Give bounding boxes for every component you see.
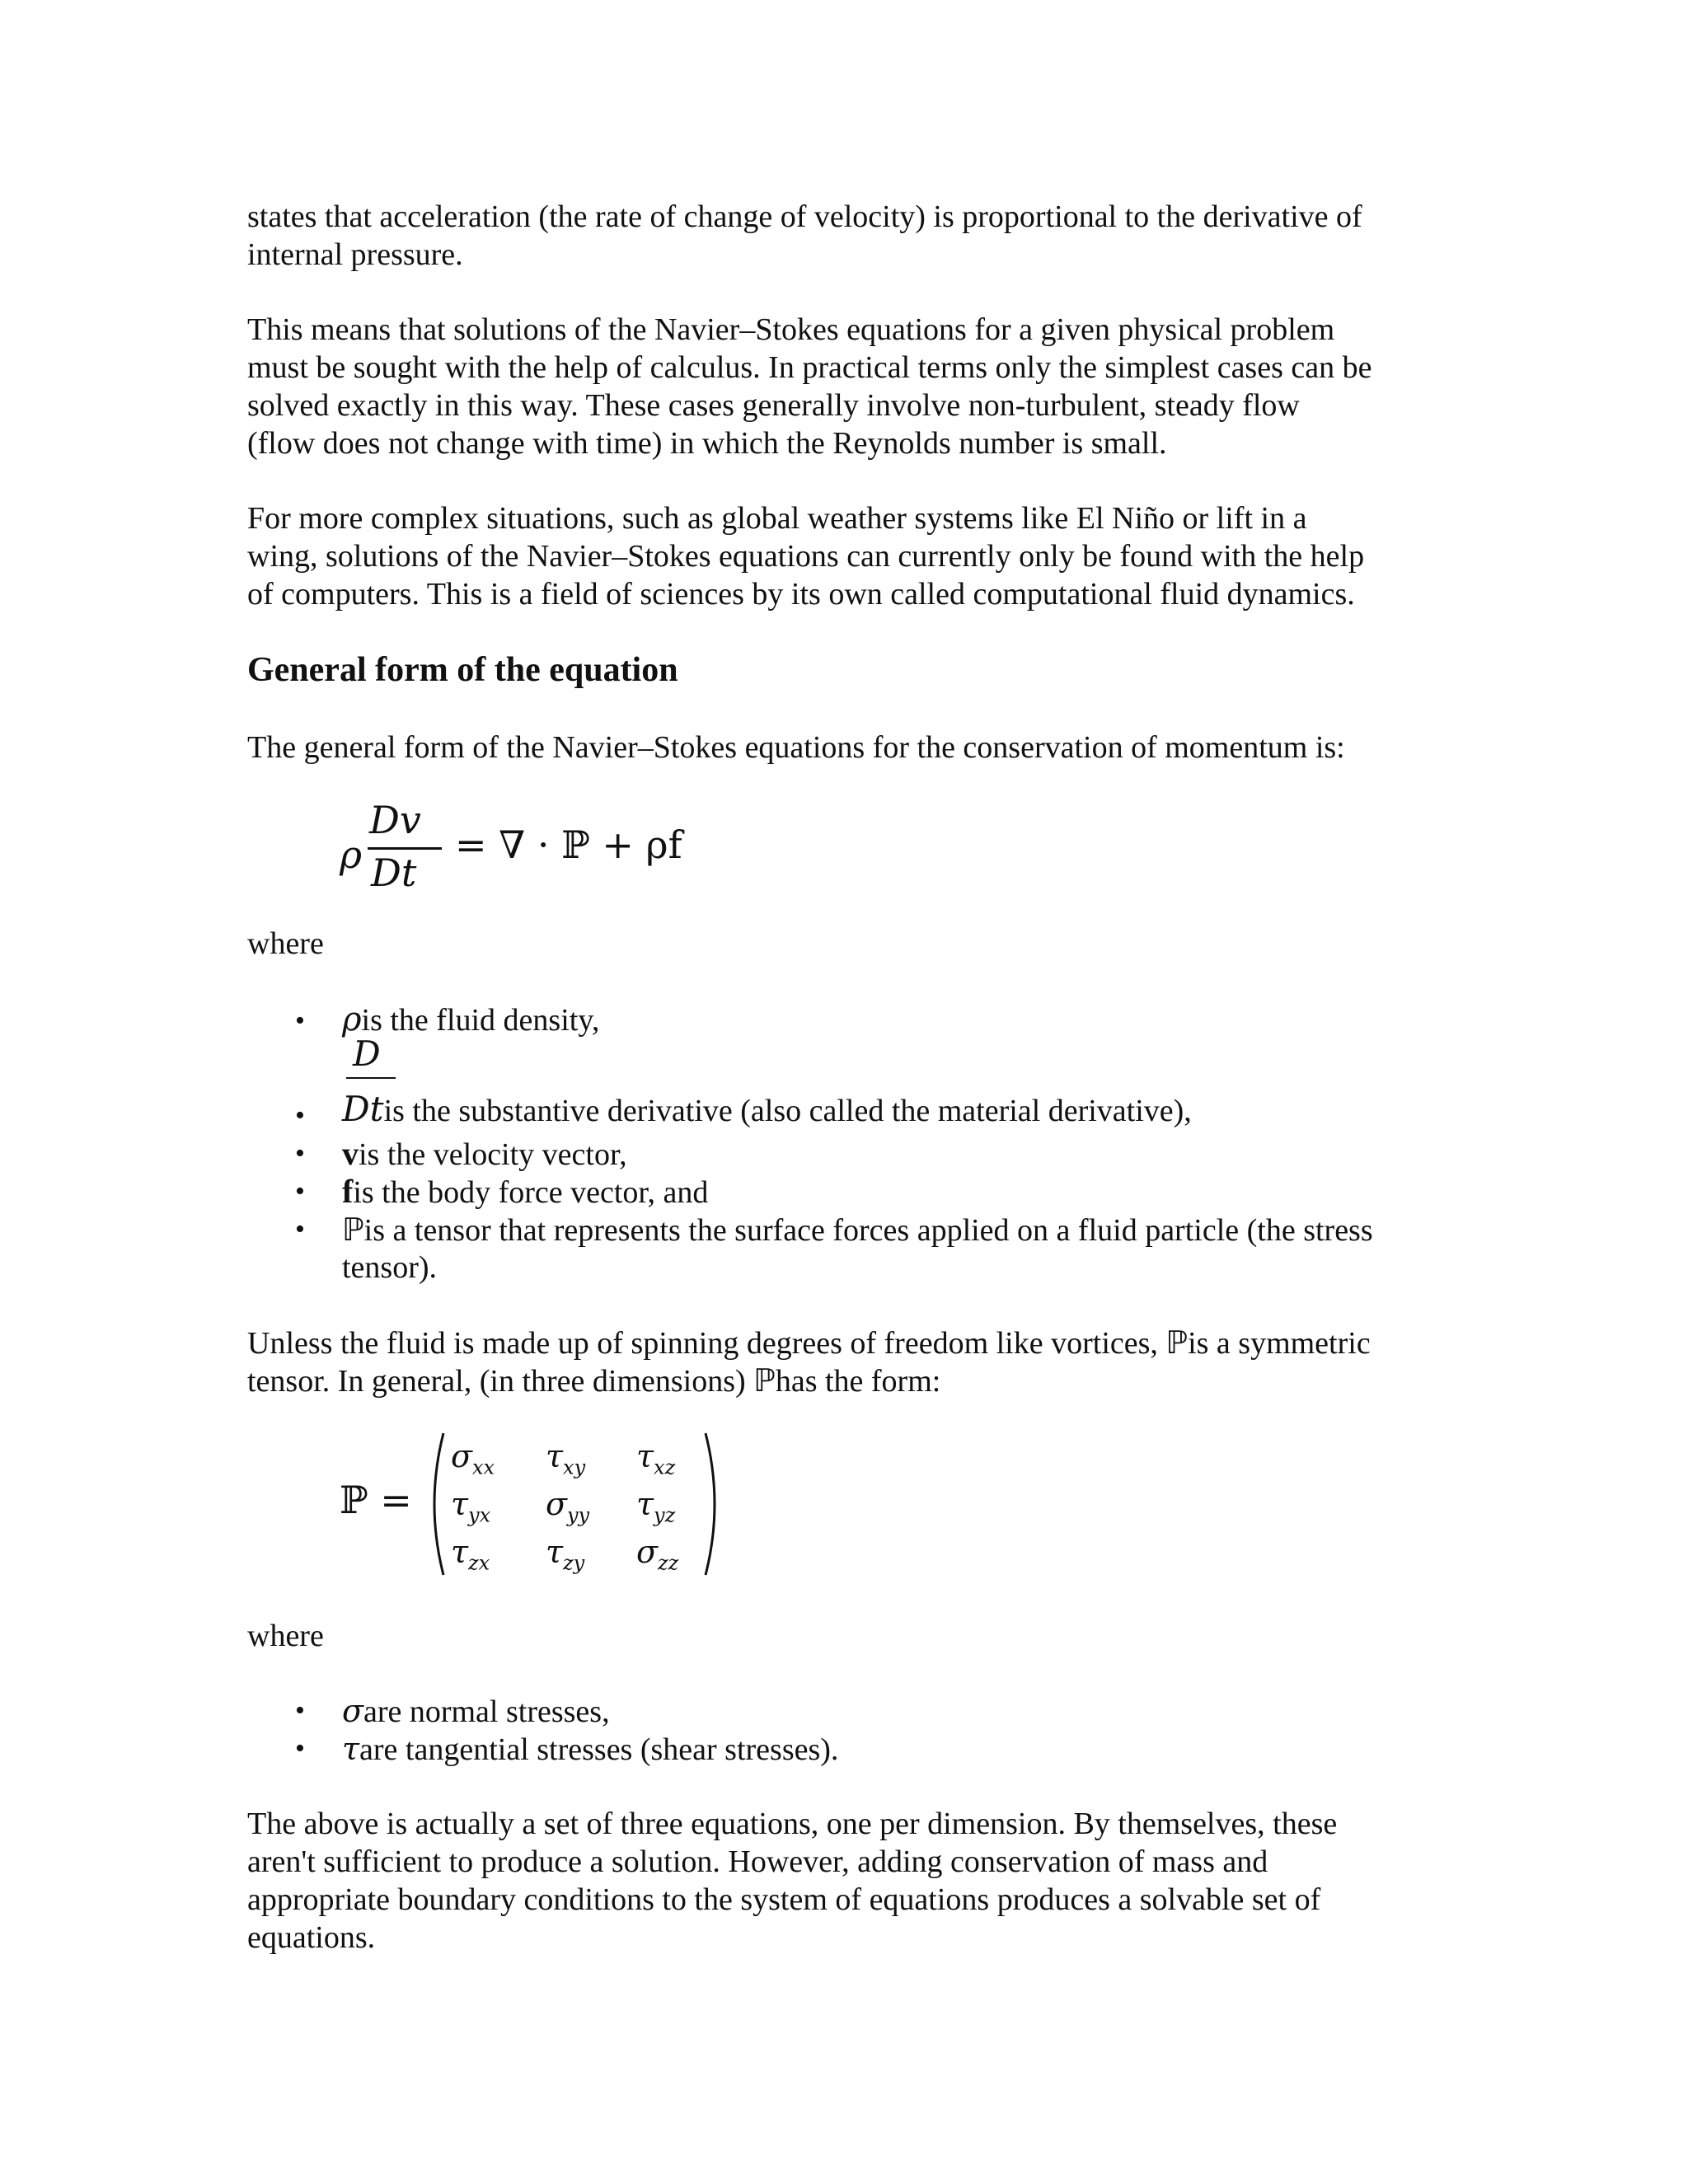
- eq-rho: ρ: [340, 832, 363, 877]
- bullet: •: [295, 1005, 305, 1036]
- matrix-cell: $\tau_{yx}$: [451, 1486, 491, 1527]
- eq-rhs: = ∇ · ℙ + ρf: [455, 823, 682, 867]
- matrix-cell: $\sigma_{yy}$: [546, 1486, 590, 1527]
- list1-item-3: [342, 1135, 1455, 1174]
- paragraph-4-line-2: [247, 1361, 1451, 1400]
- bullet: •: [295, 1138, 305, 1169]
- sigma-symbol: σ: [342, 1693, 363, 1729]
- list1-item-5: [342, 1211, 1455, 1249]
- paragraph-3-line-3: of computers. This is a field of sciences by its own called computational fluid dynamics.: [247, 577, 1355, 612]
- tensor-symbol: ℙ: [753, 1362, 776, 1399]
- section-heading: General form of the equation: [247, 651, 678, 689]
- paragraph-5-line-3: appropriate boundary conditions to the system of equations produces a solvable set of: [247, 1882, 1321, 1917]
- list1-item-5-line-2: tensor).: [342, 1250, 438, 1285]
- paragraph-1-line-1: states that acceleration (the rate of change of velocity) is proportional to the derivative of: [247, 199, 1362, 234]
- velocity-symbol: v: [342, 1135, 359, 1172]
- bullet: •: [295, 1100, 305, 1131]
- matrix-cell: $\tau_{xy}$: [546, 1438, 586, 1479]
- eq-numerator: Dv: [369, 798, 421, 842]
- p4-line1-text-a: Unless the fluid is made up of spinning degrees of freedom like vortices,: [247, 1326, 1166, 1361]
- frac-denominator: Dt: [342, 1089, 384, 1129]
- rho-symbol: ρ: [342, 1001, 362, 1038]
- list2-item-2: [342, 1730, 1455, 1769]
- paragraph-2-line-2: must be sought with the help of calculus. In practical terms only the simplest cases can be: [247, 350, 1372, 385]
- list1-item-2-text: is the substantive derivative (also called the material derivative),: [383, 1094, 1192, 1128]
- paragraph-2-line-3: solved exactly in this way. These cases generally involve non-turbulent, steady flow: [247, 388, 1300, 423]
- p4-line1-text-b: is a symmetric: [1188, 1326, 1371, 1361]
- eq-denominator: Dt: [371, 851, 417, 895]
- list1-item-1-text: is the fluid density,: [361, 1003, 600, 1038]
- where-label-1: where: [247, 926, 324, 961]
- eq-fraction-bar: [368, 847, 442, 850]
- list1-item-4: [342, 1173, 1455, 1212]
- matrix-lhs: ℙ =: [340, 1478, 412, 1522]
- matrix-cell: $\tau_{yz}$: [636, 1486, 676, 1527]
- intro-paragraph: The general form of the Navier–Stokes equations for the conservation of momentum is:: [247, 730, 1345, 765]
- list1-item-3-text: is the velocity vector,: [359, 1137, 627, 1172]
- paragraph-2-line-1: This means that solutions of the Navier–Stokes equations for a given physical problem: [247, 312, 1335, 347]
- matrix-cell: $\tau_{xz}$: [636, 1438, 676, 1479]
- force-symbol: f: [342, 1173, 354, 1210]
- list2-item-1-text: are normal stresses,: [363, 1694, 610, 1729]
- list1-item-1: [342, 1001, 1455, 1039]
- paragraph-5-line-4: equations.: [247, 1920, 376, 1955]
- right-paren-icon: [702, 1430, 727, 1578]
- tau-symbol: τ: [342, 1731, 360, 1767]
- left-paren-icon: [422, 1430, 447, 1578]
- stress-tensor-matrix: [340, 1430, 735, 1578]
- list1-item-4-text: is the body force vector, and: [353, 1175, 709, 1210]
- tensor-symbol: ℙ: [342, 1212, 364, 1248]
- paragraph-2-line-4: (flow does not change with time) in which the Reynolds number is small.: [247, 426, 1167, 461]
- where-label-2: where: [247, 1619, 324, 1653]
- bullet: •: [295, 1214, 305, 1244]
- matrix-cell: $\sigma_{xx}$: [451, 1438, 495, 1479]
- paragraph-1-line-2: internal pressure.: [247, 237, 463, 272]
- list1-item-2: [342, 1090, 1455, 1130]
- tensor-symbol: ℙ: [1165, 1324, 1189, 1361]
- paragraph-5-line-1: The above is actually a set of three equations, one per dimension. By themselves, these: [247, 1807, 1338, 1841]
- bullet: •: [295, 1695, 305, 1726]
- bullet: •: [295, 1176, 305, 1207]
- bullet: •: [295, 1733, 305, 1764]
- paragraph-3-line-2: wing, solutions of the Navier–Stokes equations can currently only be found with the help: [247, 539, 1365, 574]
- matrix-cell: $\tau_{zy}$: [546, 1534, 585, 1575]
- p4-line2-text-b: has the form:: [775, 1364, 941, 1399]
- paragraph-4-line-1: [247, 1324, 1451, 1362]
- list2-item-1: [342, 1692, 1455, 1731]
- frac-numerator: D: [353, 1033, 381, 1074]
- navier-stokes-equation: [340, 799, 719, 898]
- p4-line2-text-a: tensor. In general, (in three dimensions): [247, 1364, 754, 1399]
- list2-item-2-text: are tangential stresses (shear stresses).: [359, 1732, 839, 1767]
- paragraph-3-line-1: For more complex situations, such as global weather systems like El Niño or lift in a: [247, 501, 1307, 536]
- matrix-cell: $\tau_{zx}$: [451, 1534, 490, 1575]
- matrix-cell: $\sigma_{zz}$: [636, 1534, 679, 1575]
- paragraph-5-line-2: aren't sufficient to produce a solution. However, adding conservation of mass and: [247, 1844, 1268, 1879]
- frac-bar: [346, 1077, 396, 1079]
- list1-item-5-text-line-1: is a tensor that represents the surface forces applied on a fluid particle (the stress: [363, 1213, 1373, 1248]
